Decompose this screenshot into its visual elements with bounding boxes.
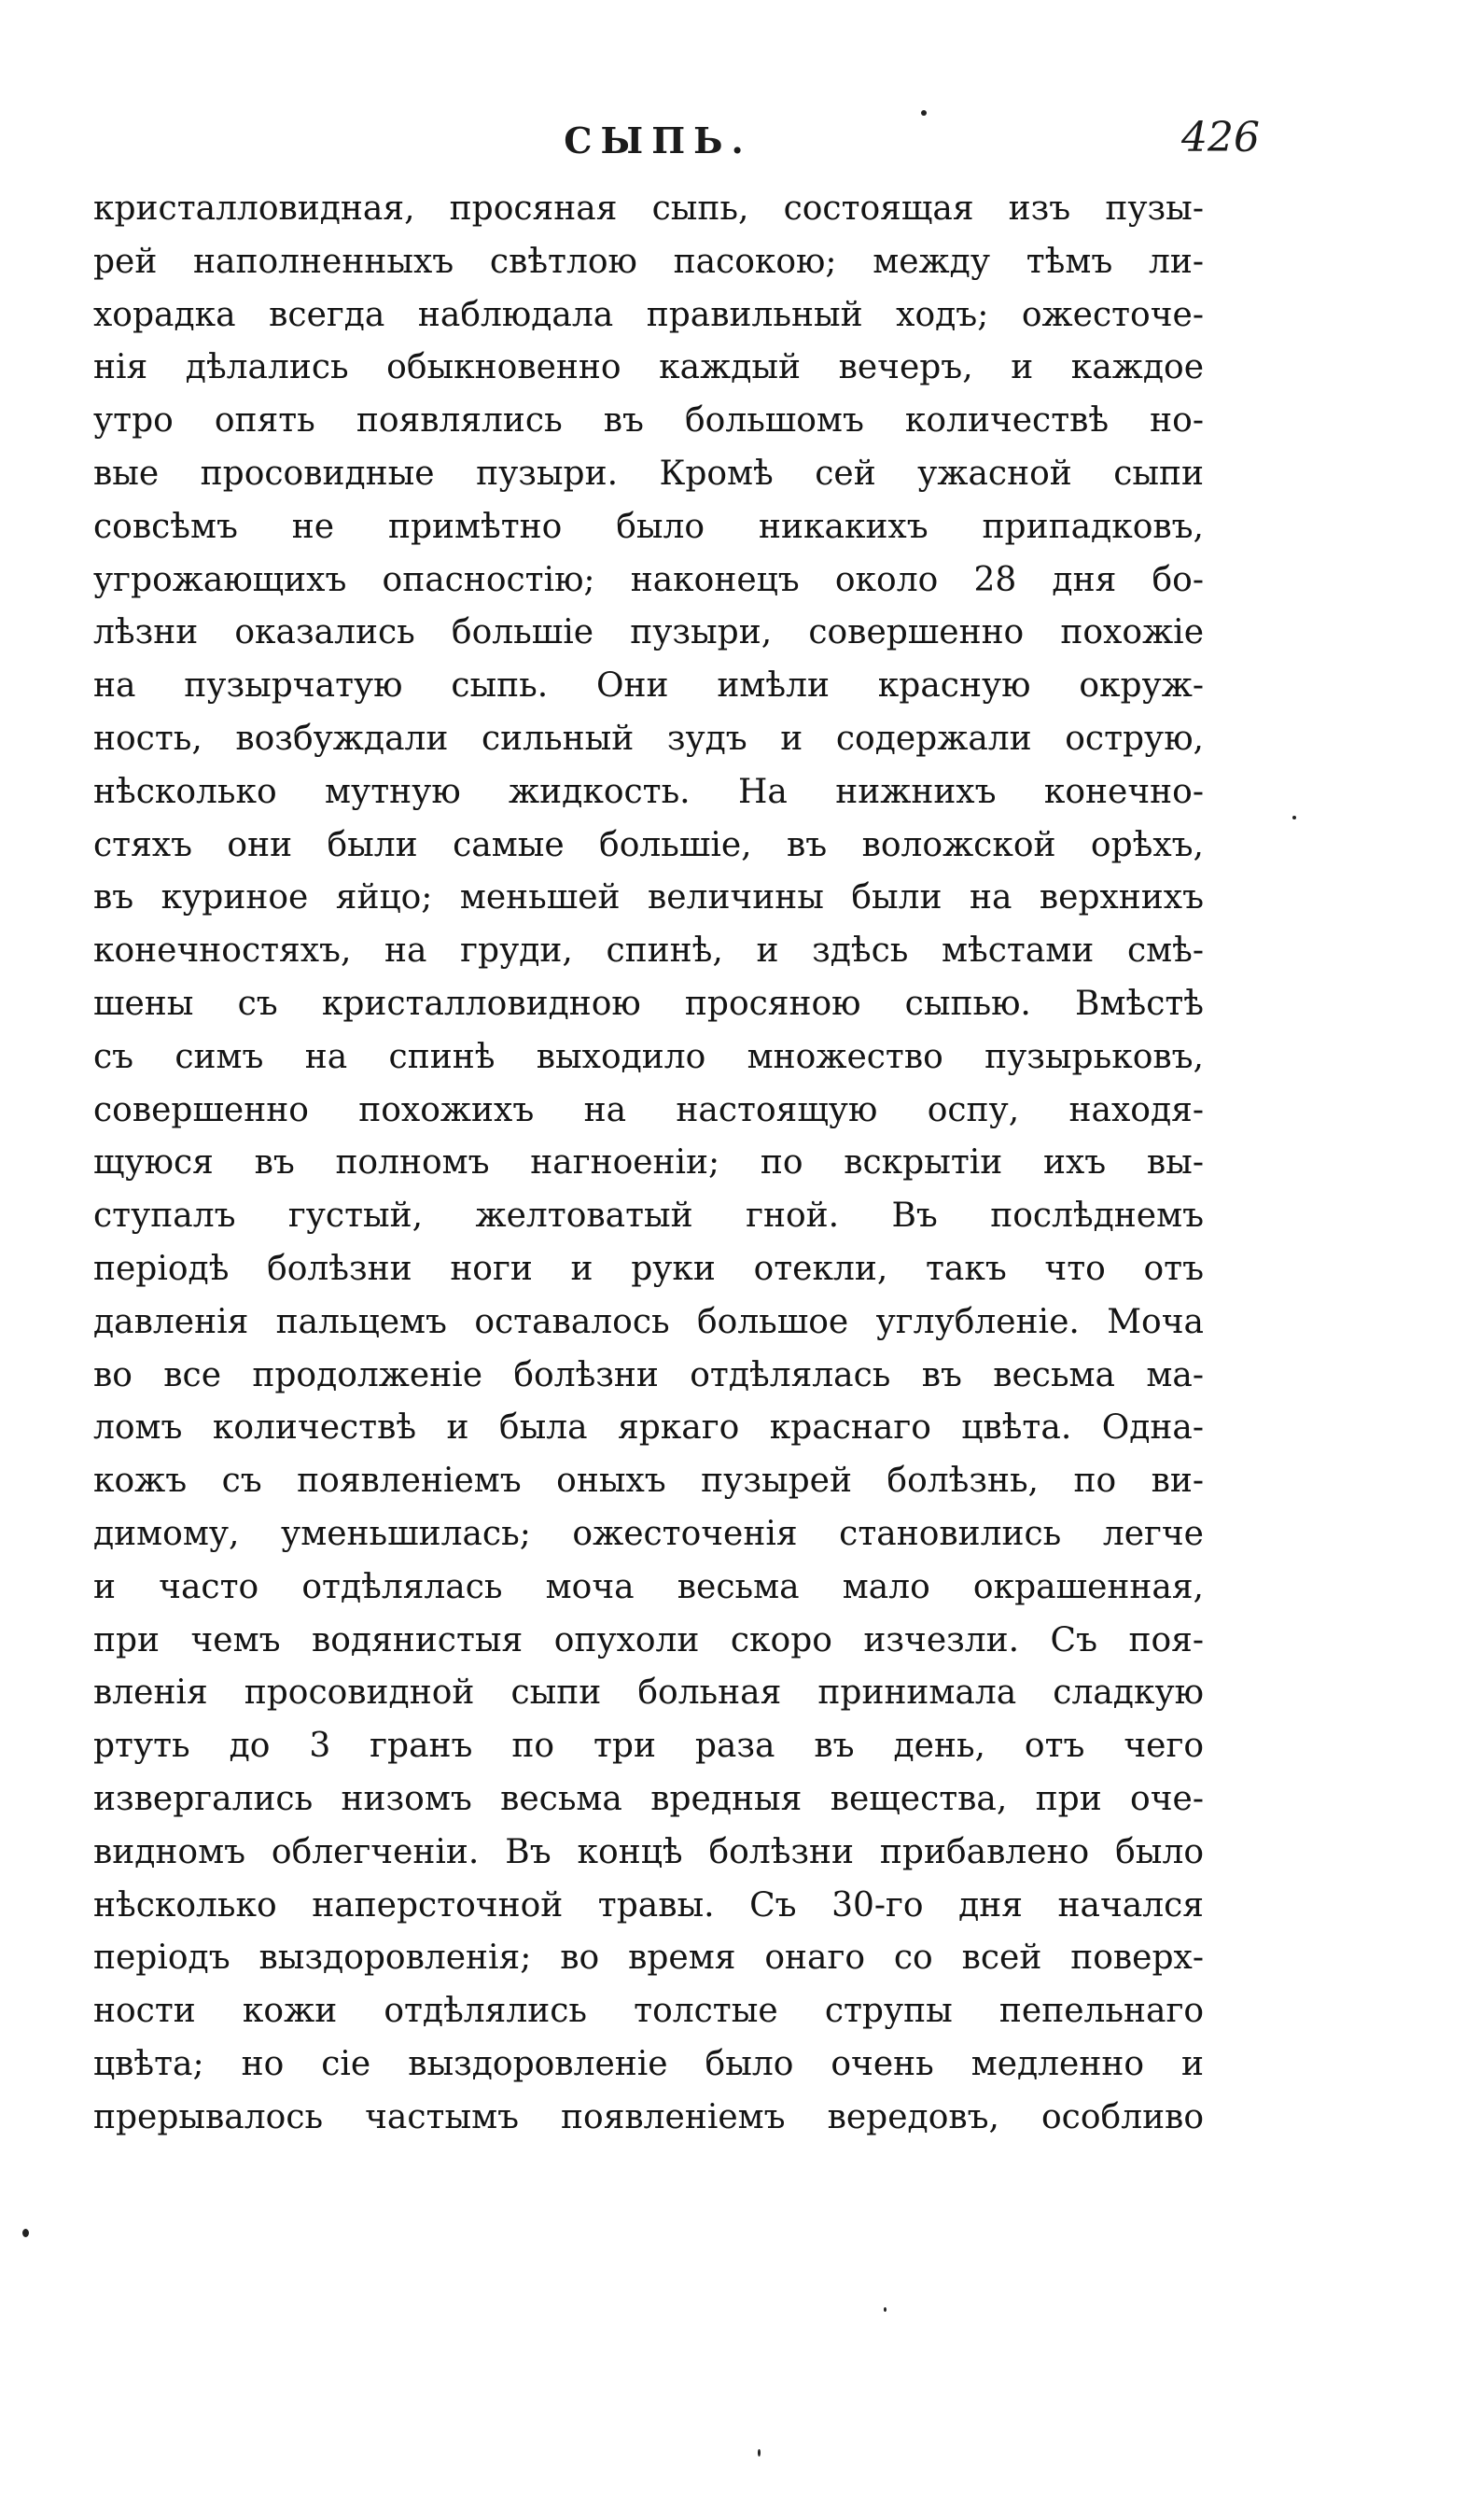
text-line: лѣзни оказались большіе пузыри, совершенно похожіе (93, 613, 1204, 652)
text-line: видномъ облегченіи. Въ концѣ болѣзни прибавлено было (93, 1832, 1204, 1871)
text-line: димому, уменьшилась; ожесточенія становились легче (93, 1514, 1204, 1553)
running-title: СЫПЬ. (564, 119, 752, 161)
page-number: 426 (1181, 114, 1260, 161)
text-line: нѣсколько наперсточной травы. Съ 30-го дня начался (93, 1885, 1204, 1925)
text-line: на пузырчатую сыпь. Они имѣли красную окруж- (93, 666, 1204, 706)
text-line: ступалъ густый, желтоватый гной. Въ послѣднемъ (93, 1197, 1204, 1236)
text-line: вленія просовидной сыпи больная принимала сладкую (93, 1673, 1204, 1713)
text-line: хорадка всегда наблюдала правильный ходъ; ожесточе- (93, 295, 1204, 334)
text-line: угрожающихъ опасностію; наконецъ около 28 дня бо- (93, 560, 1204, 599)
text-line: въ куриное яйцо; меньшей величины были на верхнихъ (93, 878, 1204, 917)
text-line: во все продолженіе болѣзни отдѣлялась въ весьма ма- (93, 1355, 1204, 1394)
text-line: конечностяхъ, на груди, спинѣ, и здѣсь мѣстами смѣ- (93, 931, 1204, 971)
print-speck (758, 2449, 761, 2457)
text-line: ртуть до 3 гранъ по три раза въ день, отъ чего (93, 1727, 1204, 1766)
text-line: кожъ съ появленіемъ оныхъ пузырей болѣзнь, по ви- (93, 1462, 1204, 1501)
running-head (93, 114, 1260, 170)
text-line: и часто отдѣлялась моча весьма мало окрашенная, (93, 1567, 1204, 1606)
text-line: извергались низомъ весьма вредныя вещества, при оче- (93, 1779, 1204, 1818)
text-line: ломъ количествѣ и была яркаго краснаго цвѣта. Одна- (93, 1408, 1204, 1448)
body-text (93, 183, 1204, 2144)
text-line: вые просовидные пузыри. Кромѣ сей ужасной сыпи (93, 454, 1204, 493)
text-line: нія дѣлались обыкновенно каждый вечеръ, и каждое (93, 348, 1204, 387)
text-line: нѣсколько мутную жидкость. На нижнихъ конечно- (93, 772, 1204, 811)
text-line: періодъ выздоровленія; во время онаго со всей поверх- (93, 1939, 1204, 1978)
text-line: при чемъ водянистыя опухоли скоро изчезли. Съ поя- (93, 1620, 1204, 1659)
text-line: прерывалось частымъ появленіемъ вередовъ, особливо (93, 2097, 1204, 2136)
text-line: съ симъ на спинѣ выходило множество пузырьковъ, (93, 1037, 1204, 1076)
print-speck (921, 110, 927, 116)
text-line: ности кожи отдѣлялись толстые струпы пепельнаго (93, 1992, 1204, 2031)
print-speck (1292, 816, 1296, 819)
text-line: цвѣта; но сіе выздоровленіе было очень медленно и (93, 2044, 1204, 2083)
text-line: утро опять появлялись въ большомъ количествѣ но- (93, 401, 1204, 441)
text-line: давленія пальцемъ оставалось большое углубленіе. Моча (93, 1302, 1204, 1341)
text-line: ность, возбуждали сильный зудъ и содержали острую, (93, 719, 1204, 758)
text-line: кристалловидная, просяная сыпь, состоящая изъ пузы- (93, 189, 1204, 228)
print-speck (884, 2307, 887, 2312)
text-line: щуюся въ полномъ нагноеніи; по вскрытіи ихъ вы- (93, 1143, 1204, 1183)
text-line: рей наполненныхъ свѣтлою пасокою; между тѣмъ ли- (93, 242, 1204, 281)
text-line: шены съ кристалловидною просяною сыпью. Вмѣстѣ (93, 984, 1204, 1023)
print-speck (22, 2229, 29, 2237)
text-line: стяхъ они были самые большіе, въ воложской орѣхъ, (93, 825, 1204, 864)
text-line: совершенно похожихъ на настоящую оспу, находя- (93, 1090, 1204, 1129)
text-line: совсѣмъ не примѣтно было никакихъ припадковъ, (93, 507, 1204, 546)
text-line: періодѣ болѣзни ноги и руки отекли, такъ что отъ (93, 1249, 1204, 1288)
